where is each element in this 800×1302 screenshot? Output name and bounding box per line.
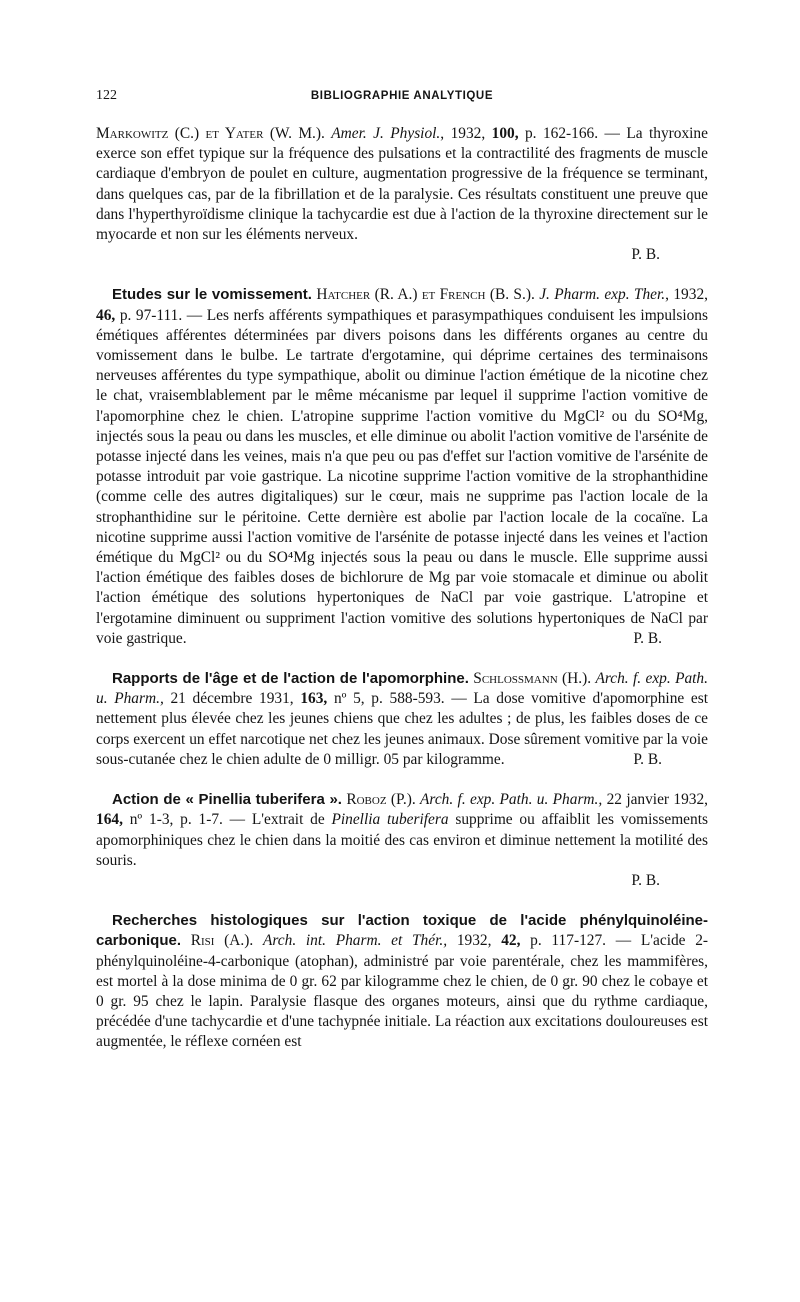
entry-authors: Roboz (P.). [346,791,416,809]
entry-signature: P. B. [631,246,660,264]
entry-authors: Hatcher (R. A.) et French (B. S.). [316,286,535,304]
entry-title: Action de « Pinellia tuberifera ». [112,791,342,809]
entry-abstract-species: Pinellia tuberifera [331,811,449,829]
entry-pages: p. 117-127. [530,932,607,950]
entry-number: nº 1-3, [129,811,174,829]
entry-abstract: — La dose vomitive d'apomorphine est nettement plus élevée chez les jeunes chiens que chez les adultes ; de plus, les faibles doses de ce corps exercent un effet narcotique net chez les jeunes animaux. Dose sûrement vomitive par la voie sous-cutanée chez le chien adulte de 0 milligr. 05 par kilogramme. [96,690,708,768]
entry-abstract: — L'acide 2-phénylquinoléine-4-carbonique (atophan), administré par voie parentérale, chez les mammifères, est mortel à la dose minima de 0 gr. 62 par kilogramme chez le chien, de 0 gr. 90 chez le cobaye et 0 gr. 95 chez le lapin. Paralysie flasque des organes moteurs, ainsi que du rythme cardiaque, précédée d'une tachycardie et d'une tachypnée initiale. La réaction aux excitations douloureuses est augmentée, le réflexe cornéen est [96,932,709,1051]
entry-abstract-pre: — L'extrait de [229,811,332,829]
bibliography-entry: Markowitz (C.) et Yater (W. M.). Amer. J. Physiol., 1932, 100, p. 162-166. — La thyroxine exerce son effet typique sur la fréquence des pulsations et la contractilité des fragments de muscle cardiaque d'embryon de poulet en culture, augmentation progressive de la fréquence se terminant, dans quelques cas, par de la fibrillation et de la paralysie. Ces résultats constituent une preuve que dans l'hyperthyroïdisme clinique la tachycardie est due à l'action de la thyroxine directement sur le myocarde et non sur les éléments nerveux. P. B. [96,124,708,265]
entry-volume: 42, [501,932,521,950]
entry-authors: Markowitz (C.) et Yater (W. M.). [96,125,325,142]
bibliography-entry [96,790,708,891]
entry-volume: 100, [491,125,519,142]
entry-year: 1932, [673,286,708,304]
running-header [96,86,708,106]
entry-pages: p. 588-593. [371,690,445,708]
entry-pages: p. 1-7. [180,811,223,829]
entry-authors: Schlossmann (H.). [473,670,592,688]
entry-date: 21 décembre 1931, [170,690,294,708]
entry-volume: 164, [96,811,123,829]
bibliography-entry [96,669,708,770]
entry-title: Recherches histologiques sur l'action toxique de l'acide phénylquinoléine-carbonique. [96,912,708,950]
entry-number: nº 5, [333,690,365,708]
entry-journal: Arch. f. exp. Path. u. Pharm., [420,791,603,809]
entry-signature: P. B. [633,750,662,768]
entry-title: Etudes sur le vomissement. [112,286,312,304]
entry-year: 1932, [450,125,486,142]
running-title: BIBLIOGRAPHIE ANALYTIQUE [310,90,494,102]
entry-date: 22 janvier 1932, [606,791,709,809]
entry-volume: 46, [96,306,116,324]
entry-pages: p. 97-111. [119,306,183,324]
entry-title: Rapports de l'âge et de l'action de l'apomorphine. [112,670,469,688]
bibliography-entry [96,911,708,1052]
document-page [96,86,708,1073]
entry-abstract: — La thyroxine exerce son effet typique sur la fréquence des pulsations et la contractilité des fragments de muscle cardiaque d'embryon de poulet en culture, augmentation progressive de la fréquence se terminant, dans quelques cas, par de la fibrillation et de la paralysie. Ces résultats constituent une preuve que dans l'hyperthyroïdisme clinique la tachycardie est due à l'action de la thyroxine directement sur le myocarde et non sur les éléments nerveux. [96,125,708,244]
entry-signature: P. B. [631,871,660,889]
entry-journal: J. Pharm. exp. Ther. [539,286,666,304]
entry-abstract-post: supprime ou affaiblit les vomissements apomorphiniques chez le chien dans la moitié des cas environ et diminue nettement la motilité des souris. [96,811,708,869]
entry-journal: Amer. J. Physiol. [331,125,441,142]
entry-authors: Risi (A.). [190,932,254,950]
entry-journal: Arch. int. Pharm. et Thér., [262,932,448,950]
entry-abstract: — Les nerfs afférents sympathiques et parasympathiques conduisent les impulsions émétiques afférentes déterminées par divers poisons dans les différents organes au centre du vomissement dans le bulbe. Le tartrate d'ergotamine, qui déprime certaines des terminaisons nerveuses afférentes du type sympathique, abolit ou diminue l'action émétique de la nicotine chez le chat, vraisemblablement par le même mécanisme par lequel il supprime l'action vomitive de l'apomorphine chez le chien. L'atropine supprime l'action vomitive du MgCl² ou du SO⁴Mg, injectés sous la peau ou dans les muscles, et elle diminue ou abolit l'action vomitive de l'arsénite de potasse injecté dans les veines, mais n'a que peu ou pas d'effet sur l'action vomitive de l'arsénite de potasse introduit par voie gastrique. La nicotine supprime l'action vomitive de la strophanthidine (comme celle des autres digitaliques) sur le cœur, mais ne supprime pas l'action locale de la strophanthidine sur le péritoine. Cette dernière est abolie par l'action locale de la cocaïne. La nicotine supprime aussi l'action vomitive de l'arsénite de potasse injecté dans les veines et l'action émétique du MgCl² ou du SO⁴Mg injectés sous la peau ou dans le muscle. Elle supprime aussi l'action émétique des faibles doses de bichlorure de Mg par voie stomacale et diminue ou abolit l'action émétique des solutions hypertoniques de NaCl par voie gastrique. L'atropine et l'ergotamine diminuent ou suppriment l'action vomitive des solutions hypertoniques de NaCl par voie gastrique. [96,306,708,647]
entry-journal: Arch. f. exp. Path. u. Pharm., [96,670,708,708]
entry-volume: 163, [300,690,328,708]
entry-year: 1932, [456,932,492,950]
page-number: 122 [96,88,117,103]
entry-signature: P. B. [633,629,662,647]
entry-pages: p. 162-166. [524,125,599,142]
bibliography-entry: Etudes sur le vomissement. Hatcher (R. A.) et French (B. S.). J. Pharm. exp. Ther., 1932, 46, p. 97-111. — Les nerfs afférents sympathiques et parasympathiques conduisent les impulsions émétiques afférentes déterminées par divers poisons dans les différents organes au centre du vomissement dans le bulbe. Le tartrate d'ergotamine, qui déprime certaines des terminaisons nerveuses afférentes du type sympathique, abolit ou diminue l'action émétique de la nicotine chez le chat, vraisemblablement par le même mécanisme par lequel il supprime l'action vomitive de l'apomorphine chez le chien. L'atropine supprime l'action vomitive du MgCl² ou du SO⁴Mg, injectés sous la peau ou dans les muscles, et elle diminue ou abolit l'action vomitive de l'arsénite de potasse injecté dans les veines, mais n'a que peu ou pas d'effet sur l'action vomitive de l'arsénite de potasse introduit par voie gastrique. La nicotine supprime l'action vomitive de la strophanthidine (comme celle des autres digitaliques) sur le cœur, mais ne supprime pas l'action locale de la strophanthidine sur le péritoine. Cette dernière est abolie par l'action locale de la cocaïne. La nicotine supprime aussi l'action vomitive de l'arsénite de potasse injecté dans les veines et l'action émétique du MgCl² ou du SO⁴Mg injectés sous la peau ou dans le muscle. Elle supprime aussi l'action émétique des faibles doses de bichlorure de Mg par voie stomacale et diminue ou abolit l'action émétique des solutions hypertoniques de NaCl par voie gastrique. L'atropine et l'ergotamine diminuent ou suppriment l'action vomitive des solutions hypertoniques de NaCl par voie gastrique. P. B. [96,285,708,649]
